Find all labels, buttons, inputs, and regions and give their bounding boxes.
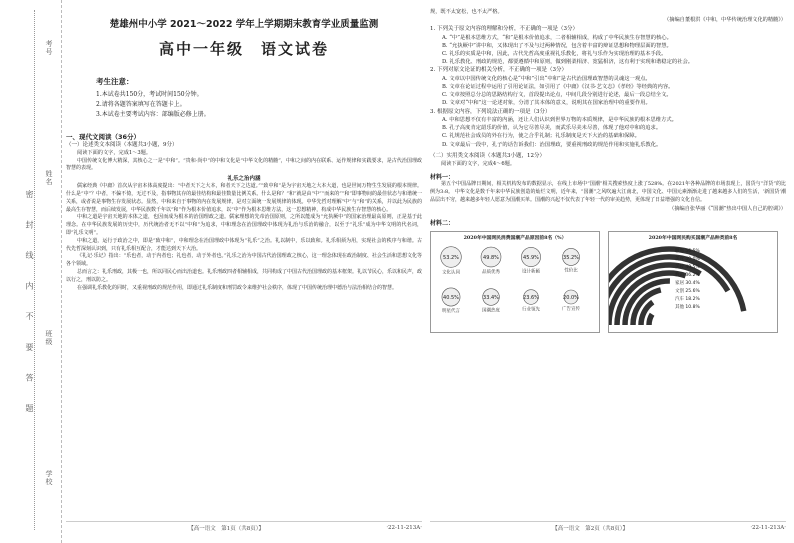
footer-page-label: 【高一语文 第1页（共8页）】 xyxy=(188,525,265,532)
option-d: D. 文章对“中和”这一论述对象，分清了其本体的意义，说明其在国家治理中的重要作用。 xyxy=(442,100,651,107)
question-3: 3. 根据原文内容，下列说法正确的一项是（3分） xyxy=(430,108,551,115)
footer-right xyxy=(430,521,786,533)
passage-paragraph: 《礼记·乐记》指出：“乐也者，动于内者也；礼也者，动于外者也。”礼乐之治为中国古代治国理政之核心，这一理念体现在政治制度、社会生活和思想文化等各个领域。 xyxy=(66,253,422,268)
material-1-text: 第五个中国品牌日期间，相关机构发布的数据显示，在线上市场中“国潮”相关搜索热度上涨了528%。在2021年各种品牌的市场表现上，国货与“洋货”的比例为3:8。 中华文化是数千年来中华民族创造的灿烂文明，近年来，“国潮”之风吹遍大江南北，中国文化、中国元素渐渐走进了越来越多人们的生活，‘新国货’潮品层出不穷，越来越多年轻人愿意为国潮买单。国潮的兴起不仅代表了年轻一代的审美趋势，更体现了日益增强的文化自信。 xyxy=(430,181,786,204)
category-label: 明星代言 xyxy=(442,308,460,314)
arc-mark xyxy=(649,314,652,325)
value-label: 49.8% xyxy=(483,254,499,261)
reading-instruction: 阅读下面的文字，完成4～6题。 xyxy=(441,161,516,168)
category-label: 美食 50.0% xyxy=(675,256,700,262)
section-heading: 一、现代文阅读（36分） xyxy=(66,133,141,141)
exam-title: 楚雄州中小学 2021～2022 学年上学期期末教育学业质量监测 xyxy=(109,19,379,30)
footer-code: ·22-11-213A· xyxy=(386,524,422,531)
question-1: 1. 下列关于原文内容的理解和分析，不正确的一项是（3分） xyxy=(430,26,578,33)
option-c: C. 文章按照总分总的思路结构行文，首段提出论点，中间几段分别进行论述，最后一段总结全文。 xyxy=(442,92,672,99)
category-label: 数码 36.2% xyxy=(675,272,700,278)
category-label: 其他 10.8% xyxy=(675,304,700,310)
value-label: 45.9% xyxy=(523,254,539,261)
chart-title: 2020年中国网民购买国潮产品种类前8名 xyxy=(648,234,738,241)
subsection-heading: （一）论述类文本阅读（本题共3小题，9分） xyxy=(66,142,178,148)
category-label: 品质优秀 xyxy=(482,269,500,275)
material-1-heading: 材料一： xyxy=(430,174,455,182)
reading-instruction: 阅读下面的文字，完成1～3题。 xyxy=(77,150,152,157)
value-label: 23.6% xyxy=(523,294,539,301)
category-label: 行业领先 xyxy=(522,307,540,313)
notice-heading: 考生注意： xyxy=(96,77,134,86)
category-label: 广告宣传 xyxy=(562,306,580,312)
option-c: C. 礼乐的实质是中和，因此，古代先哲高度重视礼乐教化，将礼与乐作为实现治理的基本手段。 xyxy=(442,51,667,58)
value-label: 33.4% xyxy=(483,294,499,301)
value-label: 35.2% xyxy=(563,254,579,261)
label-school: 学校 xyxy=(45,470,53,486)
option-a: A. “中”是根本思维方式，“和”是根本价值追求，二者相辅相成，构成了中华民族生存智慧的核心。 xyxy=(442,34,672,41)
option-b: B. 文章在论证过程中运用了引用论证法，如引用了《中庸》《汉书·艺文志》《孝经》等经典的内容。 xyxy=(442,84,674,91)
source-note: （摘编自董根洪《中和，中华传统治理文化的精髓》） xyxy=(664,17,786,24)
category-label: 服饰 56.5% xyxy=(675,248,700,254)
footer-page-label: 【高一语文 第2页（共8页）】 xyxy=(552,525,629,532)
page-right xyxy=(430,8,786,533)
category-label: 美妆 40.5% xyxy=(675,264,700,270)
notice-item: 2.请将各题答案填写在答题卡上。 xyxy=(96,101,186,108)
option-a: A. 文章以中国传统文化的核心是“中和”引出“中和”是古代治国理政智慧的灵魂这一观点。 xyxy=(442,75,651,82)
category-label: 文化认同 xyxy=(442,270,460,276)
value-label: 20.0% xyxy=(563,294,579,301)
category-label: 汽车 18.2% xyxy=(675,296,700,302)
option-a: A. 中和思想不仅有丰富的内涵，还让人们认识到世界万物的本质规律，是中华民族的根本思维方式。 xyxy=(442,117,677,124)
option-b: B. 孔子高度肯定韶乐的价值，认为它尽善尽美，而武乐尽美未尽善，体现了他对中和的追求。 xyxy=(442,125,662,132)
category-label: 文创 25.6% xyxy=(675,288,700,294)
value-label: 40.5% xyxy=(443,294,459,301)
passage-continuation: 规，既不太宽松，也不太严格。 xyxy=(430,9,503,15)
label-exam-no: 考号 xyxy=(45,40,53,56)
chart-reasons-svg xyxy=(431,241,599,329)
option-c: C. 礼规范社会成员的外在行为，使之合乎礼制；礼乐制度是天下大治的基础和保障。 xyxy=(442,133,640,140)
category-label: 家居 30.4% xyxy=(675,280,700,286)
chart-categories xyxy=(608,231,778,333)
notice-item: 3.本试卷主要考试内容：部编版必修上册。 xyxy=(96,111,210,118)
subsection-heading: （二）实用类文本阅读（本题共3小题，12分） xyxy=(430,152,545,159)
chart-reasons xyxy=(430,231,600,333)
category-label: 性价比 xyxy=(564,268,578,274)
option-d: D. 文章最后一段中，孔子的话告诉我们：治国理政，要重视刑政的规范作用和实施礼乐教化。 xyxy=(442,141,662,148)
source-note: （摘编自张华丽《“国潮”热出中国人自己的腔调》） xyxy=(669,205,786,212)
exam-subtitle: 高中一年级 语文试卷 xyxy=(158,40,329,58)
notice-block xyxy=(96,77,422,120)
option-d: D. 礼乐教化、刑政的规范，都要遵循中和原则，做到刚柔相济、宽猛相济，这有利于实现和谐稳定的社会。 xyxy=(442,59,694,66)
option-b: B. “允执厥中”讲中和，又体现出了不及与过两种情况，包含着丰富的辩证思想和物理层面的智慧。 xyxy=(442,42,672,49)
footer-left xyxy=(66,521,422,533)
passage-subheading: 礼乐之治内涵 xyxy=(227,176,261,183)
chart-title: 2020年中国网民消费国潮产品原因前8名（%） xyxy=(463,234,567,241)
passage-paragraph: 中国传统文化博大精深，其核心之一是“中和”。“贵和·尚中”的中和文化是“中华文化的精髓”，中和之间的内在联系、运作规律和实践要求，是古代治国理政智慧的表现。 xyxy=(66,157,422,172)
category-label: 设计新颖 xyxy=(522,269,540,275)
question-2: 2. 下列对原文论证的相关分析，不正确的一项是（3分） xyxy=(430,67,567,74)
binding-strip xyxy=(0,0,62,543)
passage-paragraph: 中和之道，运行于政治之中，即是“致中和”，中和理念在治国理政中体现为“礼乐”之治。礼以制中，乐以致和。礼乐相须为用，实现社会的秩序与和谐。古代先哲深刻认识到，只有礼乐相互配合，才能达到天下大治。 xyxy=(66,237,422,252)
value-label: 53.2% xyxy=(443,254,459,261)
chart-categories-svg xyxy=(609,241,777,329)
passage-paragraph: 中和之道是宇宙天地的本体之道，也因而成为根本的治国理政之道。儒家理想的先帝治国原则，之所以能成为“允执厥中”的国家治理最高原则，正是基于此理念。在中华民族发展的历史中，历代统治者无不以“中和”为追求，中和理念在治国理政中体现为礼治与乐治的融合，以至于“礼乐”成为中华文明的代名词，即“礼乐文明”。 xyxy=(66,214,422,236)
page-left xyxy=(66,8,422,533)
material-2-heading: 材料二： xyxy=(430,219,455,227)
passage-paragraph: 儒家经典《中庸》首次从宇宙本体高度提出：“中者天下之大本，和者天下之达道。”“致中和”是为宇宙天地之大本大道，也是世间万物生生发展的根本规律。什么是“中”？中者，不偏不倚，无过不及，指事物其存的最佳结构和最佳数量比例关系。什么是和？“和”就是由“中”“而来的”“和”即事物间的最佳状态与和谐统一关系，或者说是事物生存发展状态。显然，中和来自于事物的内在发展规律，是对立面统一发展规律的体现。中华先哲对理解“中”与“和”的关系，并以此为民族的最高生存智慧，而后续发展，中华民族数千年以“和”作为根本价值追求，以“中”作为根本思维方法，这一思想精神，构成中华民族生存智慧的核心。 xyxy=(66,183,422,213)
notice-item: 1.本试卷共150分，考试时间150分钟。 xyxy=(96,91,203,98)
category-label: 国潮热度 xyxy=(482,308,500,314)
seal-warning: 密 封 线 内 不 要 答 题 xyxy=(25,190,34,422)
label-name: 姓名 xyxy=(45,170,53,186)
charts-row xyxy=(430,231,786,333)
label-class: 班级 xyxy=(45,330,53,346)
footer-code: ·22-11-213A· xyxy=(750,524,786,531)
passage-paragraph: 在强调礼乐教化的同时，又重视刑政的规范作用，即通过礼乐制度和刑罚政令来维护社会秩序，体现了中国传统治理中德治与法治相结合的智慧。 xyxy=(77,284,398,291)
passage-paragraph: 总而言之：礼乐刑政，其极一也，所以同民心而出治道也。礼乐刑政四者相辅相成，共同构成了中国古代治国理政的基本框架。礼以节民心，乐以和民声，政以行之，刑以防之。 xyxy=(66,268,423,283)
